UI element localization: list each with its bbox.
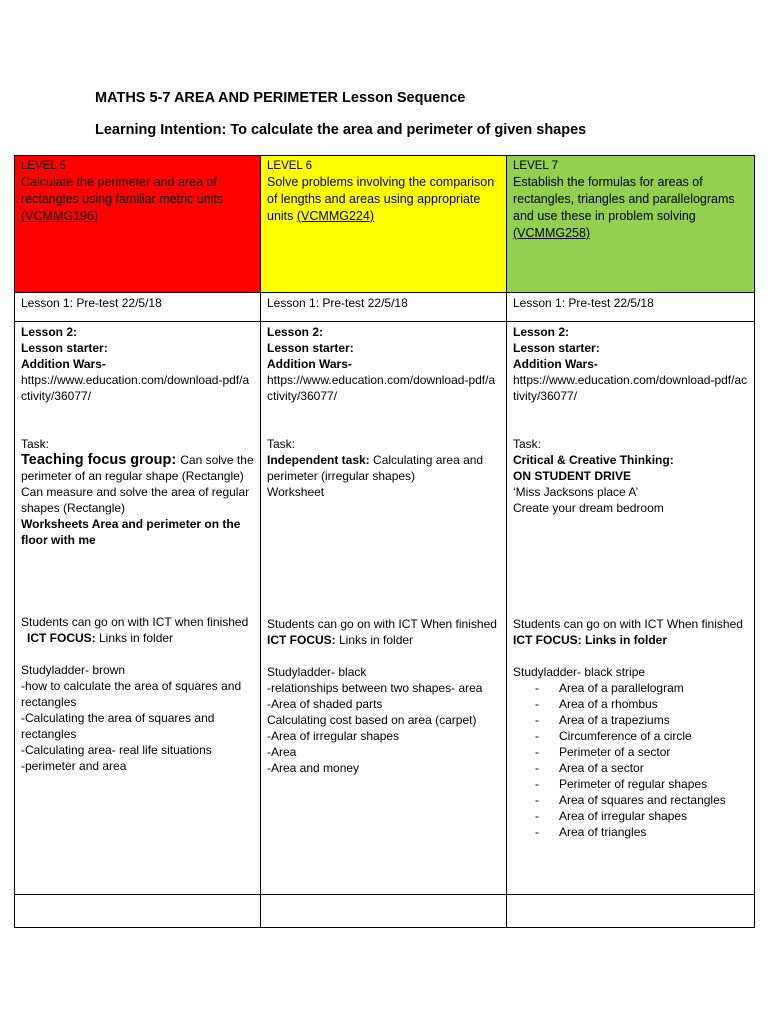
lesson-sequence-table — [14, 155, 755, 928]
worksheets-text: Worksheets Area and perimeter on the floor with me — [21, 517, 241, 547]
focus-group-label: Teaching focus group: — [21, 452, 181, 468]
worksheet-text: Worksheet — [267, 485, 325, 499]
studyladder-label: Studyladder- brown — [21, 663, 126, 677]
lesson-2-heading: Lesson 2: — [513, 325, 570, 339]
ict-text: Students can go on with ICT When finished — [513, 617, 743, 631]
ict-focus-label: ICT FOCUS: — [27, 631, 96, 645]
lesson-2-level-5 — [15, 322, 261, 895]
lesson-1-level-7: Lesson 1: Pre-test 22/5/18 — [507, 293, 755, 322]
list-item: - Area of a sector — [535, 760, 748, 776]
lesson-starter-label: Lesson starter: — [267, 341, 354, 355]
lesson-2-row — [15, 322, 755, 895]
level-6-code-link[interactable]: (VCMMG224) — [296, 209, 374, 223]
level-7-label: LEVEL 7 — [513, 160, 558, 172]
level-row — [15, 156, 755, 293]
task-label: Task: — [513, 437, 542, 451]
lesson-starter-label: Lesson starter: — [513, 341, 600, 355]
starter-url[interactable]: https://www.education.com/download-pdf/activity/36077/ — [513, 373, 748, 403]
level-5-label: LEVEL 5 — [21, 160, 66, 172]
empty-row — [15, 895, 755, 928]
independent-task-text: Calculating area and perimeter (irregular shapes) — [267, 453, 484, 483]
list-item: - Area of a parallelogram — [535, 680, 748, 696]
lesson-2-level-7 — [507, 322, 755, 895]
lesson-1-level-5: Lesson 1: Pre-test 22/5/18 — [15, 293, 261, 322]
level-5-code-link[interactable]: (VCMMG196) — [21, 209, 99, 223]
empty-cell — [15, 895, 261, 928]
list-item: - Perimeter of a sector — [535, 744, 748, 760]
ict-focus-text: Links in folder — [335, 633, 414, 647]
document-title: MATHS 5-7 AREA AND PERIMETER Lesson Sequence — [95, 90, 466, 106]
list-item: -Calculating area- real life situations — [21, 743, 212, 757]
list-item: - Area of triangles — [535, 824, 748, 840]
lesson-1-level-6: Lesson 1: Pre-test 22/5/18 — [261, 293, 507, 322]
list-item: -Area — [267, 745, 297, 759]
lesson-2-heading: Lesson 2: — [267, 325, 324, 339]
list-item: - Area of a rhombus — [535, 696, 748, 712]
list-item: - Area of squares and rectangles — [535, 792, 748, 808]
thinking-label: Critical & Creative Thinking: — [513, 453, 674, 467]
list-item: - Perimeter of regular shapes — [535, 776, 748, 792]
level-6-cell — [261, 156, 507, 293]
list-item: -perimeter and area — [21, 759, 127, 773]
ict-focus-label: ICT FOCUS: — [267, 633, 336, 647]
studyladder-list — [513, 680, 748, 840]
lesson-starter-label: Lesson starter: — [21, 341, 108, 355]
ict-text: Students can go on with ICT when finished — [21, 615, 249, 629]
lesson-1-row — [15, 293, 755, 322]
list-item: - Circumference of a circle — [535, 728, 748, 744]
task-label: Task: — [267, 437, 296, 451]
list-item: -relationships between two shapes- area — [267, 681, 483, 695]
lesson-2-heading: Lesson 2: — [21, 325, 78, 339]
create-text: Create your dream bedroom — [513, 501, 664, 515]
empty-cell — [507, 895, 755, 928]
level-7-cell — [507, 156, 755, 293]
studyladder-label: Studyladder- black — [267, 665, 367, 679]
task-label: Task: — [21, 437, 50, 451]
starter-url[interactable]: https://www.education.com/download-pdf/activity/36077/ — [267, 373, 496, 403]
list-item: -Calculating the area of squares and rectangles — [21, 711, 215, 741]
learning-intention: Learning Intention: To calculate the area and perimeter of given shapes — [95, 122, 587, 138]
starter-url[interactable]: https://www.education.com/download-pdf/activity/36077/ — [21, 373, 250, 403]
independent-task-label: Independent task: — [267, 453, 370, 467]
ict-focus-text: Links in folder — [95, 631, 174, 645]
list-item: -Area of shaded parts — [267, 697, 383, 711]
level-7-code-link[interactable]: (VCMMG258) — [513, 226, 591, 240]
starter-activity: Addition Wars- — [513, 357, 598, 371]
measure-text: Can measure and solve the area of regular shapes (Rectangle) — [21, 485, 250, 515]
ict-text: Students can go on with ICT When finished — [267, 617, 497, 631]
list-item: - Area of irregular shapes — [535, 808, 748, 824]
starter-activity: Addition Wars- — [21, 357, 106, 371]
ict-focus-text: ICT FOCUS: Links in folder — [513, 633, 668, 647]
empty-cell — [261, 895, 507, 928]
level-6-label: LEVEL 6 — [267, 160, 312, 172]
lesson-2-level-6 — [261, 322, 507, 895]
level-7-description: Establish the formulas for areas of rectangles, triangles and parallelograms and use these in problem solving — [513, 175, 735, 223]
list-item: -Area and money — [267, 761, 360, 775]
list-item: -Area of irregular shapes — [267, 729, 400, 743]
level-6-description: Solve problems involving the comparison of lengths and areas using appropriate units — [267, 175, 495, 223]
starter-activity: Addition Wars- — [267, 357, 352, 371]
level-5-description: Calculate the perimeter and area of rectangles using familiar metric units — [21, 175, 224, 206]
drive-label: ON STUDENT DRIVE — [513, 469, 632, 483]
focus-group-text: Can solve the perimeter of an regular shape (Rectangle) — [21, 453, 254, 483]
level-5-cell — [15, 156, 261, 293]
list-item: Calculating cost based on area (carpet) — [267, 713, 477, 727]
folder-name: ‘Miss Jacksons place A’ — [513, 485, 639, 499]
list-item: - Area of a trapeziums — [535, 712, 748, 728]
studyladder-label: Studyladder- black stripe — [513, 665, 646, 679]
list-item: -how to calculate the area of squares and rectangles — [21, 679, 242, 709]
